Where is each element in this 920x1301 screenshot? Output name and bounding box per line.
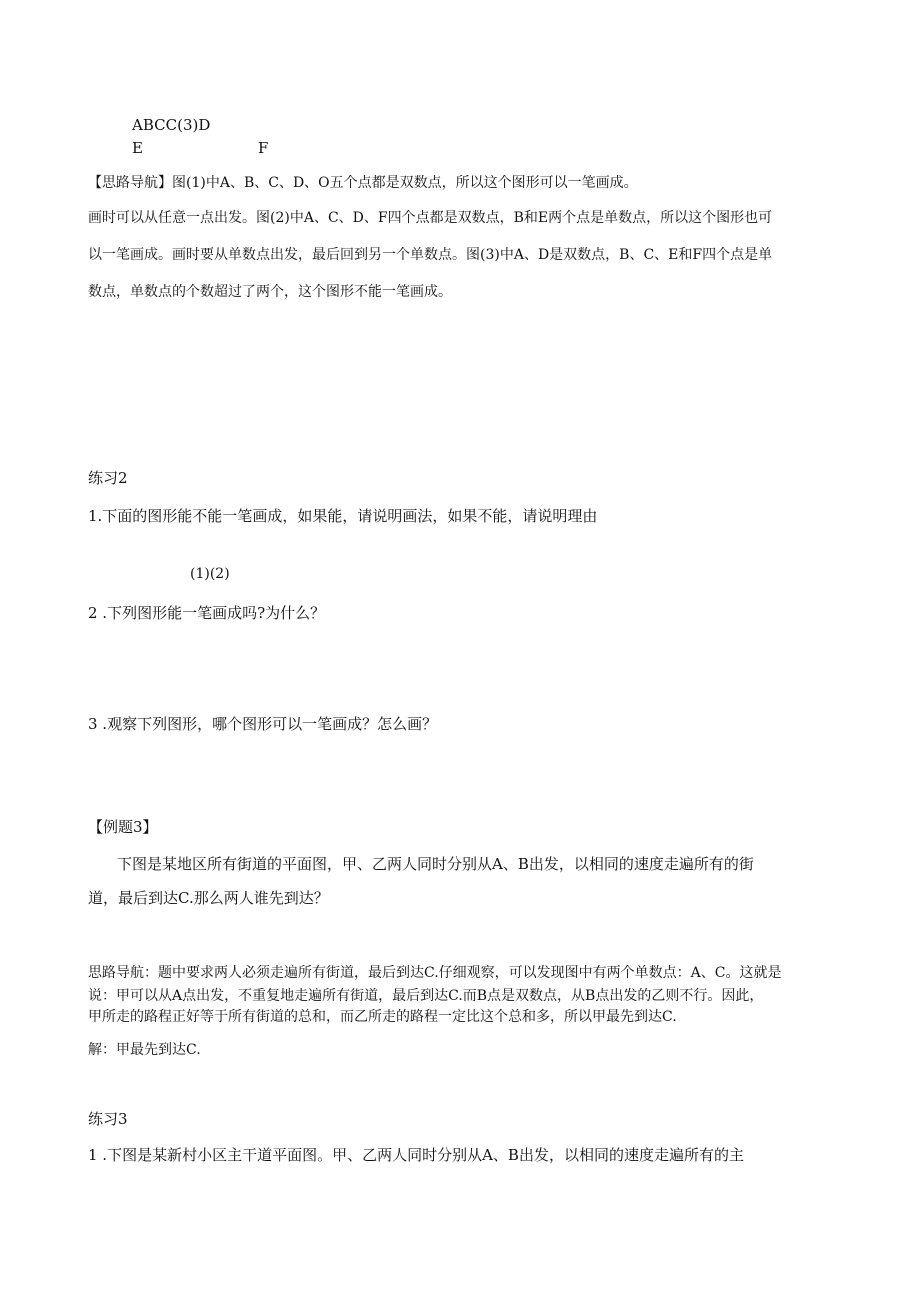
exercise-2-question-2: 2 .下列图形能一笔画成吗?为什么？: [88, 604, 326, 622]
analysis-line: 甲所走的路程正好等于所有街道的总和，而乙所走的路程一定比这个总和多，所以甲最先到达C.: [88, 1009, 677, 1025]
analysis-line: 说：甲可以从A点出发，不重复地走遍所有街道，最后到达C.而B点是双数点，从B点出发的乙则不行。因此，: [88, 988, 764, 1004]
figure-label-e: E: [132, 139, 143, 157]
example-3-answer: 解：甲最先到达C.: [88, 1042, 201, 1058]
exercise-3-title: 练习3: [88, 1110, 128, 1128]
exercise-2-question-1: 1.下面的图形能不能一笔画成，如果能，请说明画法，如果不能，请说明理由: [88, 507, 598, 525]
solution-1-line: 画时可以从任意一点出发。图(2)中A、C、D、F四个点都是双数点，B和E两个点是单数点，所以这个图形也可: [88, 210, 773, 226]
example-3-title: 【例题3】: [88, 818, 158, 836]
example-3-line: 道，最后到达C.那么两人谁先到达？: [88, 889, 329, 907]
exercise-3-question-1: 1 .下图是某新村小区主干道平面图。甲、乙两人同时分别从A、B出发，以相同的速度走遍所有的主: [88, 1146, 744, 1164]
solution-1-line: 数点，单数点的个数超过了两个，这个图形不能一笔画成。: [88, 284, 452, 300]
exercise-2-figure-labels: (1)(2): [190, 566, 230, 582]
exercise-2-title: 练习2: [88, 469, 128, 487]
figure-label-f: F: [258, 139, 269, 157]
exercise-2-question-3: 3 .观察下列图形，哪个图形可以一笔画成？怎么画？: [88, 715, 438, 733]
example-3-line: 下图是某地区所有街道的平面图，甲、乙两人同时分别从A、B出发，以相同的速度走遍所有的街: [117, 855, 754, 873]
solution-1-line: 以一笔画成。画时要从单数点出发，最后回到另一个单数点。图(3)中A、D是双数点，B、C、E和F四个点是单: [88, 247, 773, 263]
figure-label-top-row: ABCC(3)D: [132, 116, 211, 134]
analysis-line: 思路导航：题中要求两人必须走遍所有街道，最后到达C.仔细观察，可以发现图中有两个单数点：A、C。这就是: [88, 965, 782, 981]
solution-1-line: 【思路导航】图(1)中A、B、C、D、O五个点都是双数点，所以这个图形可以一笔画成。: [88, 175, 638, 191]
